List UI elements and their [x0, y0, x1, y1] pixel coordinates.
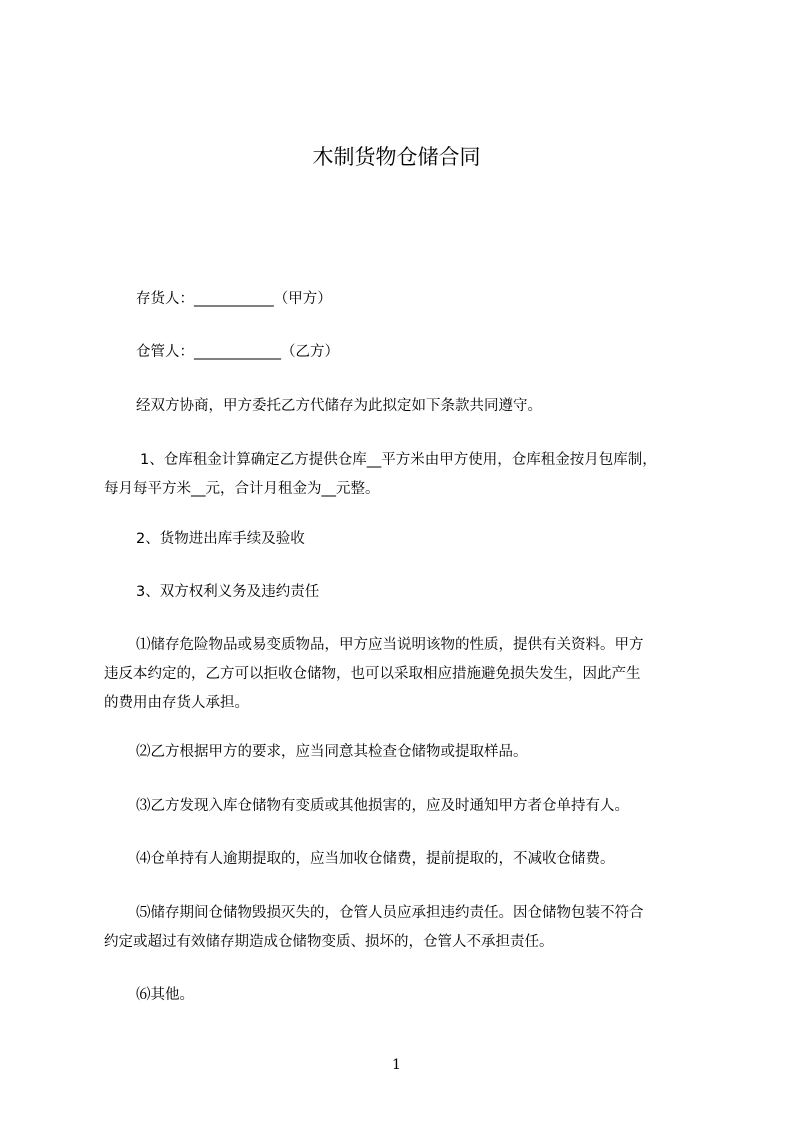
clause-3 [104, 578, 704, 607]
item-1 [104, 631, 704, 718]
item-5-line-2: 约定或超过有效储存期造成仓储物变质、损坏的，仓管人不承担责任。 [104, 934, 554, 950]
item-2 [104, 738, 704, 767]
item-6-text: ⑹其他。 [136, 987, 194, 1003]
keeper-text: 仓管人：____________（乙方） [136, 344, 339, 360]
clause-1-line-2: 每月每平方米__元，合计月租金为__元整。 [104, 481, 380, 497]
item-5-line-1: ⑸储存期间仓储物毁损灭失的，仓管人员应承担违约责任。因仓储物包装不符合 [136, 905, 644, 921]
item-1-line-1: ⑴储存危险物品或易变质物品，甲方应当说明该物的性质，提供有关资料。甲方 [136, 637, 644, 653]
clause-1 [104, 446, 704, 504]
clause-2 [104, 525, 704, 554]
page-number: 1 [392, 1057, 401, 1073]
item-4-text: ⑷仓单持有人逾期提取的，应当加收仓储费，提前提取的，不减收仓储费。 [136, 851, 615, 867]
document-title: 木制货物仓储合同 [312, 145, 481, 169]
depositor-text: 存货人：___________（甲方） [136, 291, 332, 307]
keeper-line [104, 338, 704, 367]
clause-2-text: 2、货物进出库手续及验收 [136, 531, 305, 547]
intro-text: 经双方协商，甲方委托乙方代储存为此拟定如下条款共同遵守。 [136, 398, 542, 414]
item-2-text: ⑵乙方根据甲方的要求，应当同意其检查仓储物或提取样品。 [136, 744, 528, 760]
intro-paragraph [104, 392, 704, 421]
clause-3-text: 3、双方权利义务及违约责任 [136, 584, 320, 600]
item-6 [104, 981, 704, 1010]
item-1-line-2: 违反本约定的，乙方可以拒收仓储物，也可以采取相应措施避免损失发生，因此产生 [104, 666, 641, 682]
item-3 [104, 792, 704, 821]
depositor-line [104, 285, 704, 314]
item-1-line-3: 的费用由存货人承担。 [104, 695, 249, 711]
item-5 [104, 899, 704, 957]
item-3-text: ⑶乙方发现入库仓储物有变质或其他损害的，应及时通知甲方者仓单持有人。 [136, 798, 629, 814]
item-4 [104, 845, 704, 874]
clause-1-line-1: 1、仓库租金计算确定乙方提供仓库__平方米由甲方使用，仓库租金按月包库制， [140, 452, 657, 468]
